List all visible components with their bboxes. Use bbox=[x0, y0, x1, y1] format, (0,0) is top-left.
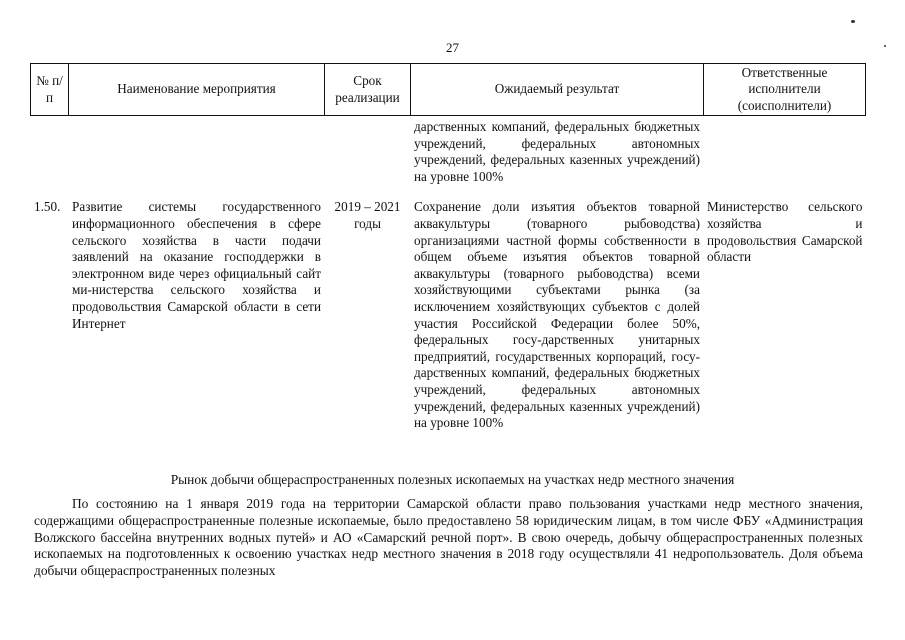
cell-name bbox=[69, 116, 325, 200]
cell-responsible: Министерство сельского хозяйства и продовольствия Самарской области bbox=[707, 199, 863, 265]
cell-term bbox=[325, 116, 411, 200]
cell-result: Сохранение доли изъятия объектов товарной аквакультуры (товарного рыбоводства) организациями частной формы собственности в общем объеме изъятия объектов товарной аквакультуры (товарного рыбоводства) всеми хозяйствующими субъектами рынка (за исключением хозяйствующих субъектов с долей участия Российской Федерации более 50%, федеральных госу-дарственных унитарных предприятий, государственных корпораций, госу-дарственных компаний, федеральных бюджетных учреждений, федеральных автономных учреждений, федеральных казенных учреждений) на уровне 100% bbox=[414, 199, 700, 431]
cell-term: 2019 – 2021 годы bbox=[334, 199, 401, 231]
header-result: Ожидаемый результат bbox=[411, 64, 704, 116]
cell-num bbox=[31, 116, 69, 200]
header-name: Наименование мероприятия bbox=[69, 64, 325, 116]
header-num: № п/п bbox=[31, 64, 69, 116]
cell-num: 1.50. bbox=[34, 199, 61, 215]
section-heading: Рынок добычи общераспространенных полезных ископаемых на участках недр местного значения bbox=[170, 472, 735, 487]
header-responsible: Ответственные исполнители (соисполнители) bbox=[704, 64, 866, 116]
table-row-continuation bbox=[31, 116, 866, 200]
cell-name: Развитие системы государственного информационного обеспечения в сфере сельского хозяйства в части подачи заявлений на оказание господдержки в электронном виде через официальный сайт ми-нистерства сельского хозяйства и продовольствия Самарской области в сети Интернет bbox=[72, 199, 321, 331]
table-row bbox=[31, 199, 866, 431]
activity-table bbox=[30, 63, 866, 432]
header-term: Срок реализации bbox=[325, 64, 411, 116]
scan-speck bbox=[851, 20, 855, 23]
cell-result: дарственных компаний, федеральных бюджетных учреждений, федеральных автономных учреждений, федеральных казенных учреждений) на уровне 100% bbox=[414, 119, 700, 184]
table-header-row bbox=[31, 64, 866, 116]
body-paragraph: По состоянию на 1 января 2019 года на территории Самарской области право пользования участками недр местного значения, содержащими общераспространенные полезные ископаемые, было предоставлено 58 юридическим лицам, в том числе ФБУ «Администрация Волжского бассейна внутренних водных путей» и АО «Самарский речной порт». В свою очередь, добычу общераспространенных полезных ископаемых на подготовленных к освоению участках недр местного значения в 2018 году осуществляли 41 недропользователь. Доля объема добычи общераспространенных полезных bbox=[34, 496, 863, 579]
page-number: 27 bbox=[446, 40, 459, 55]
cell-responsible bbox=[704, 116, 866, 200]
